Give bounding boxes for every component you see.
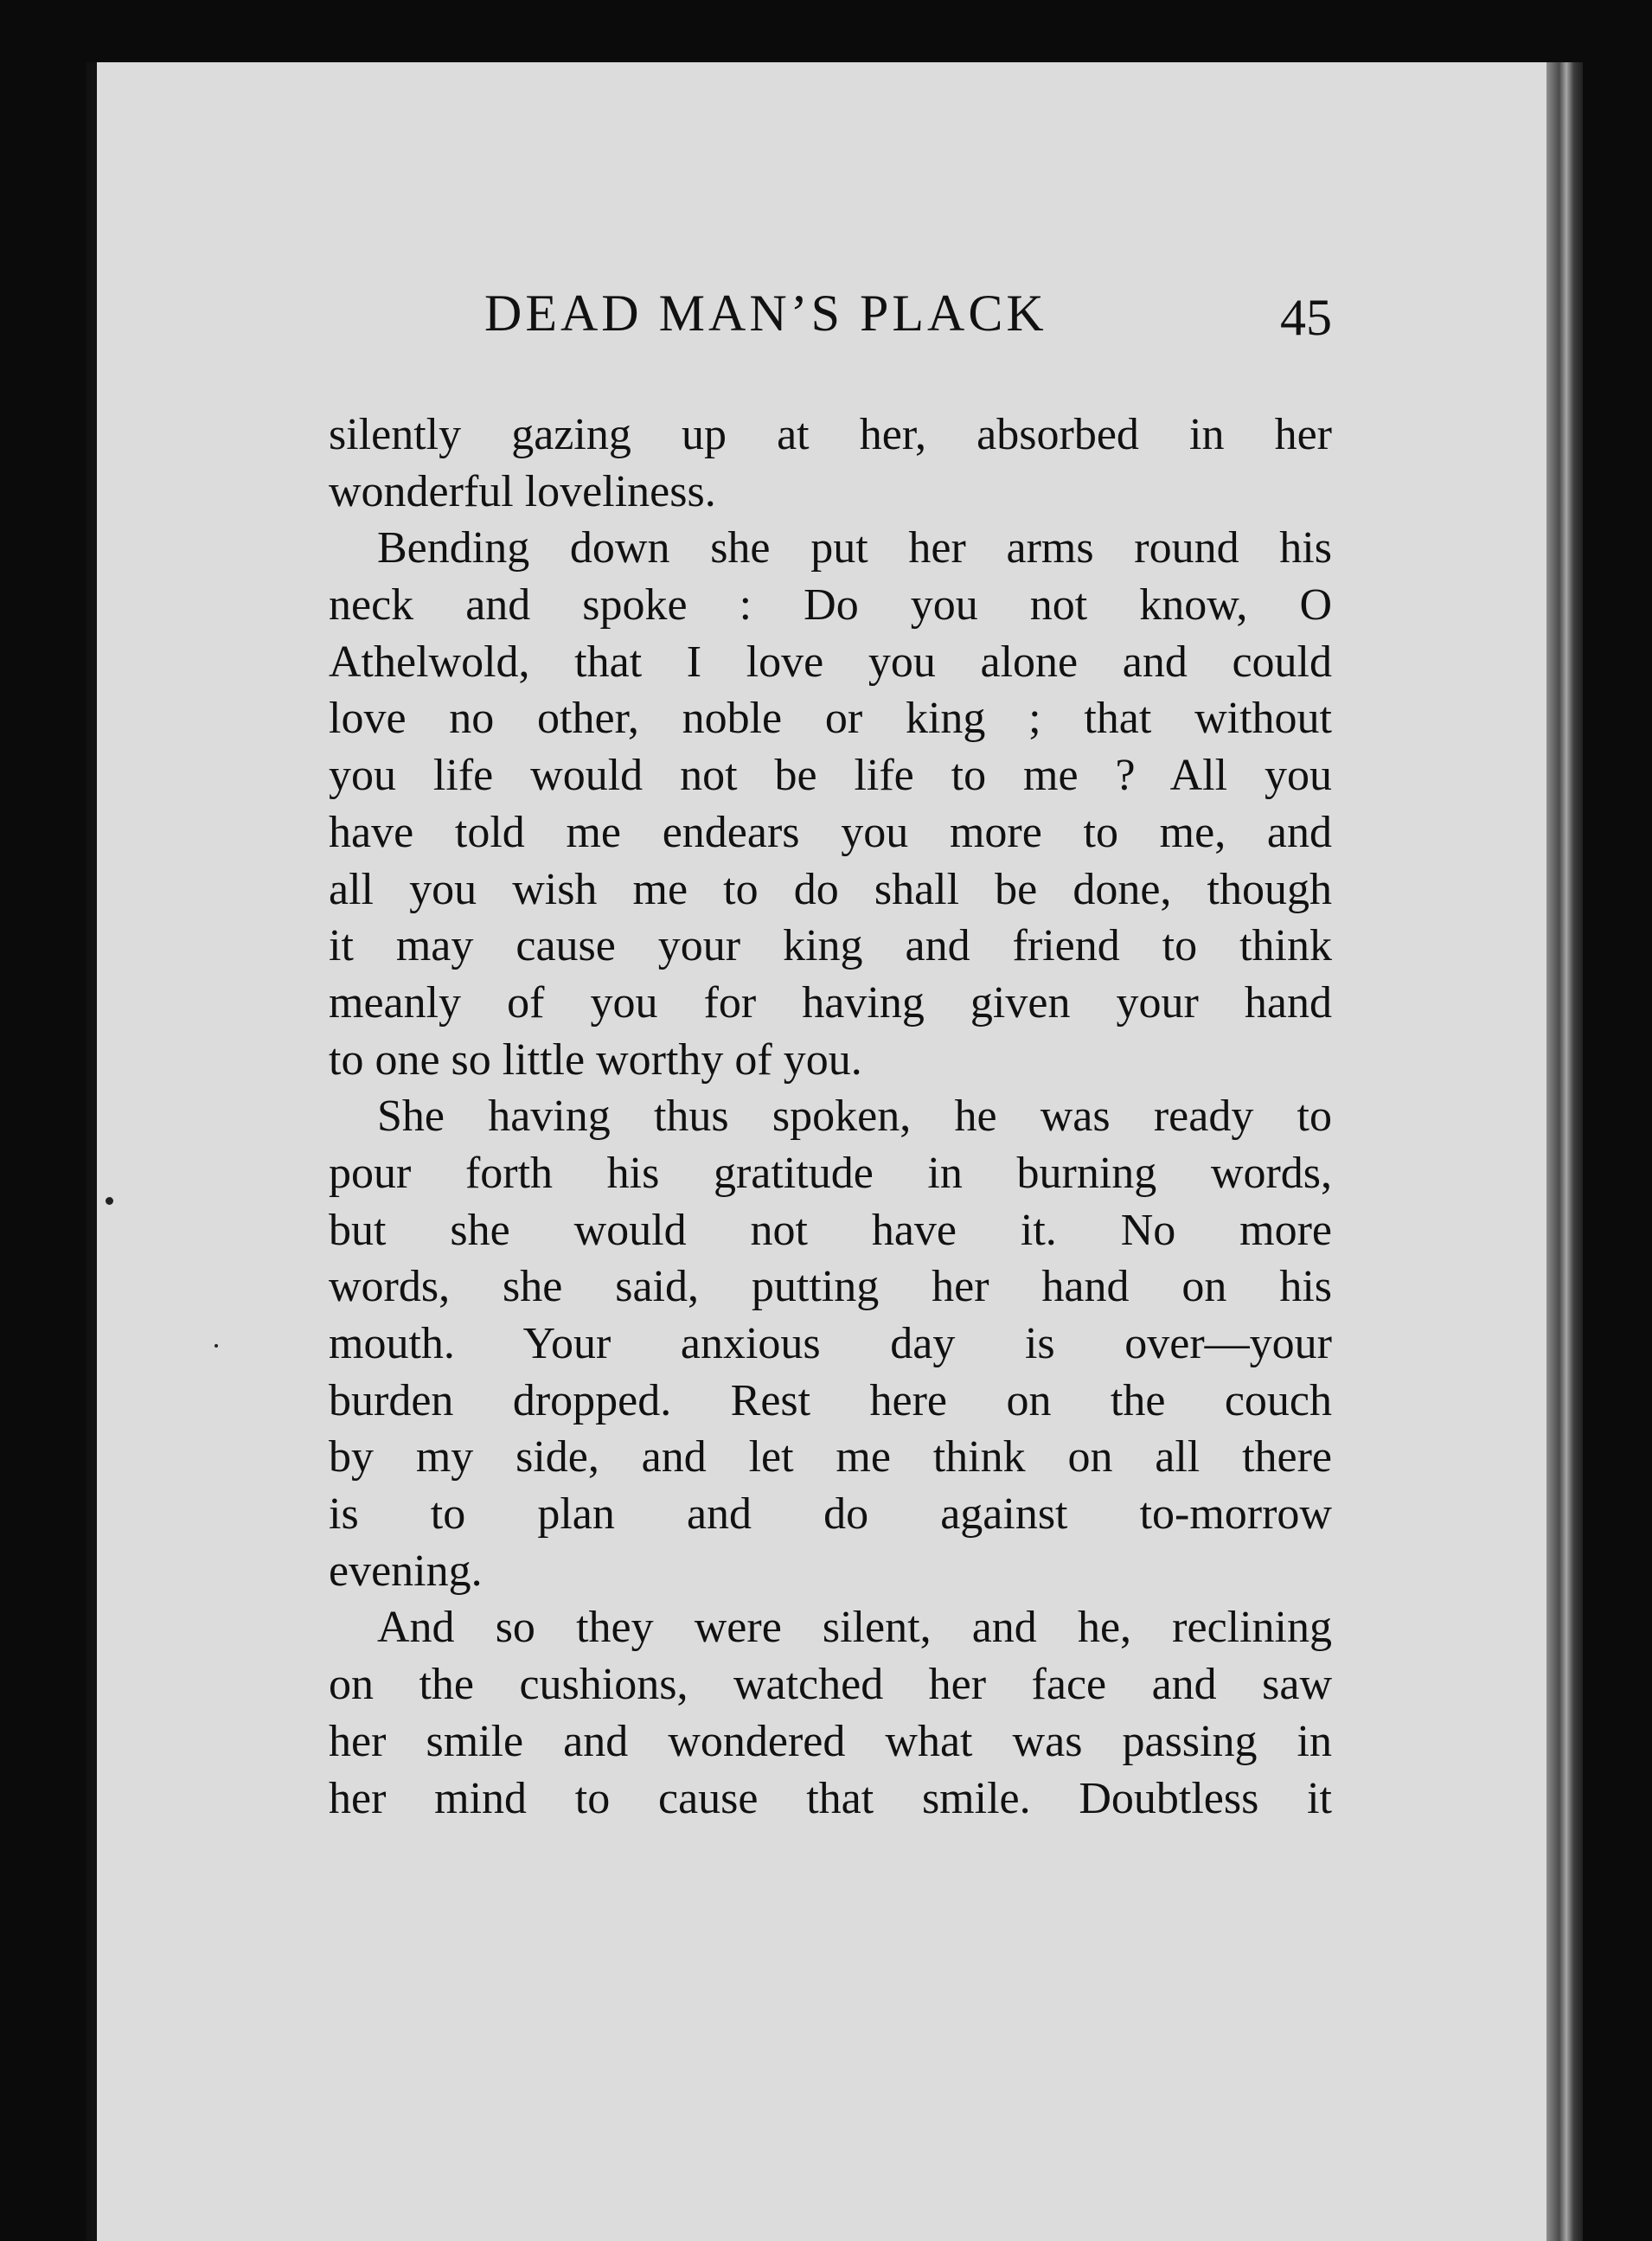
text-line: love no other, noble or king ; that without <box>329 694 1332 744</box>
text-line: Bending down she put her arms round his <box>377 523 1332 573</box>
text-line: mouth. Your anxious day is over—your <box>329 1319 1332 1368</box>
body-text <box>329 407 1332 1827</box>
text-line: words, she said, putting her hand on his <box>329 1262 1332 1312</box>
text-line: but she would not have it. No more <box>329 1205 1332 1255</box>
text-line: neck and spoke : Do you not know, O <box>329 580 1332 631</box>
text-line: her mind to cause that smile. Doubtless it <box>329 1773 1332 1823</box>
text-line: is to plan and do against to-morrow <box>329 1489 1332 1540</box>
text-line: silently gazing up at her, absorbed in her <box>329 410 1332 459</box>
running-header <box>329 270 1332 356</box>
text-line: She having thus spoken, he was ready to <box>377 1092 1332 1142</box>
page-edge <box>1546 62 1583 2241</box>
text-line: to one so little worthy of you. <box>329 1034 862 1085</box>
text-line: it may cause your king and friend to think <box>329 921 1332 971</box>
text-line: wonderful loveliness. <box>329 466 716 516</box>
text-line: all you wish me to do shall be done, though <box>329 864 1332 914</box>
text-line: Athelwold, that I love you alone and could <box>329 637 1332 687</box>
text-line: burden dropped. Rest here on the couch <box>329 1375 1332 1425</box>
text-line: pour forth his gratitude in burning words, <box>329 1148 1332 1198</box>
text-line: on the cushions, watched her face and saw <box>329 1660 1332 1710</box>
text-line: by my side, and let me think on all there <box>329 1432 1332 1482</box>
text-line: her smile and wondered what was passing in <box>329 1716 1332 1766</box>
book-page <box>86 62 1583 2241</box>
running-title: DEAD MAN’S PLACK <box>484 285 1047 342</box>
text-line: you life would not be life to me ? All you <box>329 751 1332 801</box>
text-line: meanly of you for having given your hand <box>329 977 1332 1028</box>
page-spine <box>86 62 97 2241</box>
text-line: have told me endears you more to me, and <box>329 807 1332 857</box>
text-line: evening. <box>329 1546 483 1596</box>
speck <box>106 1197 113 1205</box>
text-line: And so they were silent, and he, reclining <box>377 1603 1332 1653</box>
speck <box>215 1344 218 1348</box>
page-number: 45 <box>1280 289 1332 346</box>
